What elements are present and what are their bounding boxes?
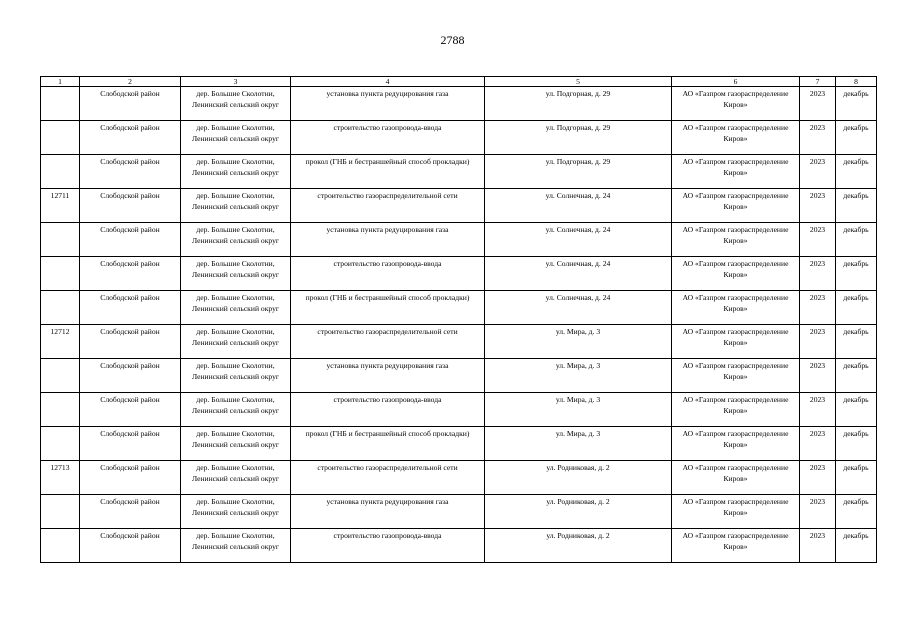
row-id: 12712 — [41, 325, 80, 359]
address-cell: ул. Подгорная, д. 29 — [485, 155, 672, 189]
locality-line: Ленинский сельский округ — [191, 372, 279, 381]
organization-line: АО «Газпром газораспределение — [682, 225, 789, 234]
table-row — [41, 121, 877, 155]
work-type-cell: установка пункта редуцирования газа — [291, 495, 485, 529]
locality-line: дер. Большие Сколотни, — [196, 191, 275, 200]
row-id — [41, 495, 80, 529]
locality-line: дер. Большие Сколотни, — [196, 429, 275, 438]
month-cell: декабрь — [836, 325, 877, 359]
district-cell: Слободской район — [80, 291, 181, 325]
organization-cell — [672, 87, 800, 121]
column-number: 7 — [800, 77, 836, 87]
year-cell: 2023 — [800, 223, 836, 257]
column-number: 6 — [672, 77, 800, 87]
organization-line: Киров» — [723, 508, 748, 517]
address-cell: ул. Солнечная, д. 24 — [485, 223, 672, 257]
organization-line: АО «Газпром газораспределение — [682, 89, 789, 98]
row-id — [41, 257, 80, 291]
month-cell: декабрь — [836, 257, 877, 291]
district-cell: Слободской район — [80, 359, 181, 393]
locality-line: Ленинский сельский округ — [191, 338, 279, 347]
year-cell: 2023 — [800, 189, 836, 223]
organization-line: АО «Газпром газораспределение — [682, 395, 789, 404]
locality-line: дер. Большие Сколотни, — [196, 531, 275, 540]
row-id — [41, 155, 80, 189]
table-row — [41, 291, 877, 325]
locality-cell — [181, 87, 291, 121]
organization-line: АО «Газпром газораспределение — [682, 327, 789, 336]
work-type-cell: установка пункта редуцирования газа — [291, 359, 485, 393]
work-type-cell: строительство газораспределительной сети — [291, 461, 485, 495]
locality-line: Ленинский сельский округ — [191, 474, 279, 483]
locality-line: дер. Большие Сколотни, — [196, 463, 275, 472]
organization-line: АО «Газпром газораспределение — [682, 157, 789, 166]
table-row — [41, 155, 877, 189]
district-cell: Слободской район — [80, 257, 181, 291]
month-cell: декабрь — [836, 427, 877, 461]
table-row — [41, 257, 877, 291]
table-row — [41, 427, 877, 461]
year-cell: 2023 — [800, 495, 836, 529]
work-type-cell: прокол (ГНБ и бестраншейный способ прокладки) — [291, 427, 485, 461]
year-cell: 2023 — [800, 257, 836, 291]
year-cell: 2023 — [800, 529, 836, 563]
locality-line: дер. Большие Сколотни, — [196, 123, 275, 132]
organization-line: Киров» — [723, 542, 748, 551]
month-cell: декабрь — [836, 87, 877, 121]
table-row — [41, 495, 877, 529]
locality-cell — [181, 325, 291, 359]
district-cell: Слободской район — [80, 325, 181, 359]
month-cell: декабрь — [836, 291, 877, 325]
locality-line: дер. Большие Сколотни, — [196, 395, 275, 404]
address-cell: ул. Солнечная, д. 24 — [485, 257, 672, 291]
locality-line: Ленинский сельский округ — [191, 270, 279, 279]
organization-cell — [672, 291, 800, 325]
organization-line: АО «Газпром газораспределение — [682, 123, 789, 132]
year-cell: 2023 — [800, 291, 836, 325]
locality-line: Ленинский сельский округ — [191, 100, 279, 109]
column-number: 1 — [41, 77, 80, 87]
organization-line: Киров» — [723, 100, 748, 109]
locality-line: Ленинский сельский округ — [191, 134, 279, 143]
organization-line: АО «Газпром газораспределение — [682, 259, 789, 268]
year-cell: 2023 — [800, 393, 836, 427]
address-cell: ул. Мира, д. 3 — [485, 427, 672, 461]
row-id — [41, 427, 80, 461]
locality-cell — [181, 291, 291, 325]
year-cell: 2023 — [800, 359, 836, 393]
month-cell: декабрь — [836, 359, 877, 393]
row-id — [41, 223, 80, 257]
work-type-cell: прокол (ГНБ и бестраншейный способ прокладки) — [291, 291, 485, 325]
row-id — [41, 121, 80, 155]
table-row — [41, 87, 877, 121]
locality-line: Ленинский сельский округ — [191, 542, 279, 551]
month-cell: декабрь — [836, 223, 877, 257]
work-type-cell: строительство газопровода-ввода — [291, 257, 485, 291]
organization-cell — [672, 461, 800, 495]
organization-line: Киров» — [723, 168, 748, 177]
locality-cell — [181, 495, 291, 529]
organization-line: АО «Газпром газораспределение — [682, 463, 789, 472]
year-cell: 2023 — [800, 461, 836, 495]
table-row — [41, 325, 877, 359]
column-number: 4 — [291, 77, 485, 87]
organization-line: АО «Газпром газораспределение — [682, 497, 789, 506]
column-number: 2 — [80, 77, 181, 87]
table-row — [41, 359, 877, 393]
address-cell: ул. Родниковая, д. 2 — [485, 529, 672, 563]
address-cell: ул. Подгорная, д. 29 — [485, 87, 672, 121]
locality-cell — [181, 257, 291, 291]
organization-line: Киров» — [723, 406, 748, 415]
locality-line: дер. Большие Сколотни, — [196, 259, 275, 268]
locality-line: Ленинский сельский округ — [191, 440, 279, 449]
column-number: 5 — [485, 77, 672, 87]
locality-line: дер. Большие Сколотни, — [196, 89, 275, 98]
row-id — [41, 529, 80, 563]
organization-line: Киров» — [723, 304, 748, 313]
address-cell: ул. Мира, д. 3 — [485, 325, 672, 359]
organization-line: Киров» — [723, 134, 748, 143]
locality-cell — [181, 121, 291, 155]
locality-line: Ленинский сельский округ — [191, 236, 279, 245]
district-cell: Слободской район — [80, 87, 181, 121]
work-type-cell: установка пункта редуцирования газа — [291, 87, 485, 121]
locality-line: Ленинский сельский округ — [191, 202, 279, 211]
locality-line: Ленинский сельский округ — [191, 508, 279, 517]
table-row — [41, 189, 877, 223]
row-id: 12711 — [41, 189, 80, 223]
registry-table — [40, 76, 877, 563]
work-type-cell: установка пункта редуцирования газа — [291, 223, 485, 257]
month-cell: декабрь — [836, 121, 877, 155]
locality-cell — [181, 223, 291, 257]
locality-line: дер. Большие Сколотни, — [196, 497, 275, 506]
locality-line: Ленинский сельский округ — [191, 304, 279, 313]
table-row — [41, 529, 877, 563]
locality-line: дер. Большие Сколотни, — [196, 157, 275, 166]
organization-cell — [672, 189, 800, 223]
district-cell: Слободской район — [80, 189, 181, 223]
district-cell: Слободской район — [80, 495, 181, 529]
month-cell: декабрь — [836, 393, 877, 427]
locality-cell — [181, 529, 291, 563]
organization-cell — [672, 223, 800, 257]
organization-line: АО «Газпром газораспределение — [682, 531, 789, 540]
month-cell: декабрь — [836, 529, 877, 563]
locality-line: дер. Большие Сколотни, — [196, 361, 275, 370]
work-type-cell: строительство газопровода-ввода — [291, 393, 485, 427]
locality-cell — [181, 189, 291, 223]
address-cell: ул. Солнечная, д. 24 — [485, 291, 672, 325]
locality-cell — [181, 427, 291, 461]
district-cell: Слободской район — [80, 121, 181, 155]
year-cell: 2023 — [800, 87, 836, 121]
district-cell: Слободской район — [80, 223, 181, 257]
address-cell: ул. Мира, д. 3 — [485, 359, 672, 393]
organization-line: Киров» — [723, 236, 748, 245]
work-type-cell: прокол (ГНБ и бестраншейный способ прокладки) — [291, 155, 485, 189]
district-cell: Слободской район — [80, 155, 181, 189]
organization-line: Киров» — [723, 474, 748, 483]
organization-cell — [672, 257, 800, 291]
organization-cell — [672, 325, 800, 359]
organization-line: Киров» — [723, 202, 748, 211]
locality-line: дер. Большие Сколотни, — [196, 225, 275, 234]
year-cell: 2023 — [800, 427, 836, 461]
address-cell: ул. Солнечная, д. 24 — [485, 189, 672, 223]
year-cell: 2023 — [800, 325, 836, 359]
address-cell: ул. Подгорная, д. 29 — [485, 121, 672, 155]
work-type-cell: строительство газопровода-ввода — [291, 121, 485, 155]
locality-line: дер. Большие Сколотни, — [196, 293, 275, 302]
table-row — [41, 393, 877, 427]
row-id: 12713 — [41, 461, 80, 495]
row-id — [41, 359, 80, 393]
locality-cell — [181, 359, 291, 393]
year-cell: 2023 — [800, 121, 836, 155]
month-cell: декабрь — [836, 155, 877, 189]
organization-line: АО «Газпром газораспределение — [682, 361, 789, 370]
column-number-row — [41, 77, 877, 87]
locality-line: Ленинский сельский округ — [191, 168, 279, 177]
month-cell: декабрь — [836, 189, 877, 223]
organization-line: Киров» — [723, 270, 748, 279]
address-cell: ул. Родниковая, д. 2 — [485, 461, 672, 495]
locality-line: Ленинский сельский округ — [191, 406, 279, 415]
row-id — [41, 393, 80, 427]
organization-line: Киров» — [723, 372, 748, 381]
row-id — [41, 291, 80, 325]
address-cell: ул. Мира, д. 3 — [485, 393, 672, 427]
organization-line: АО «Газпром газораспределение — [682, 429, 789, 438]
page-number: 2788 — [440, 33, 465, 47]
district-cell: Слободской район — [80, 393, 181, 427]
address-cell: ул. Родниковая, д. 2 — [485, 495, 672, 529]
column-number: 8 — [836, 77, 877, 87]
organization-cell — [672, 529, 800, 563]
organization-cell — [672, 427, 800, 461]
month-cell: декабрь — [836, 495, 877, 529]
organization-cell — [672, 155, 800, 189]
work-type-cell: строительство газопровода-ввода — [291, 529, 485, 563]
column-number: 3 — [181, 77, 291, 87]
work-type-cell: строительство газораспределительной сети — [291, 325, 485, 359]
district-cell: Слободской район — [80, 529, 181, 563]
organization-line: Киров» — [723, 338, 748, 347]
organization-line: АО «Газпром газораспределение — [682, 191, 789, 200]
district-cell: Слободской район — [80, 427, 181, 461]
month-cell: декабрь — [836, 461, 877, 495]
organization-cell — [672, 359, 800, 393]
organization-cell — [672, 393, 800, 427]
table-row — [41, 223, 877, 257]
locality-cell — [181, 461, 291, 495]
locality-line: дер. Большие Сколотни, — [196, 327, 275, 336]
work-type-cell: строительство газораспределительной сети — [291, 189, 485, 223]
district-cell: Слободской район — [80, 461, 181, 495]
locality-cell — [181, 155, 291, 189]
locality-cell — [181, 393, 291, 427]
organization-line: Киров» — [723, 440, 748, 449]
row-id — [41, 87, 80, 121]
organization-cell — [672, 121, 800, 155]
organization-cell — [672, 495, 800, 529]
table-row — [41, 461, 877, 495]
organization-line: АО «Газпром газораспределение — [682, 293, 789, 302]
table-body — [41, 77, 877, 563]
year-cell: 2023 — [800, 155, 836, 189]
